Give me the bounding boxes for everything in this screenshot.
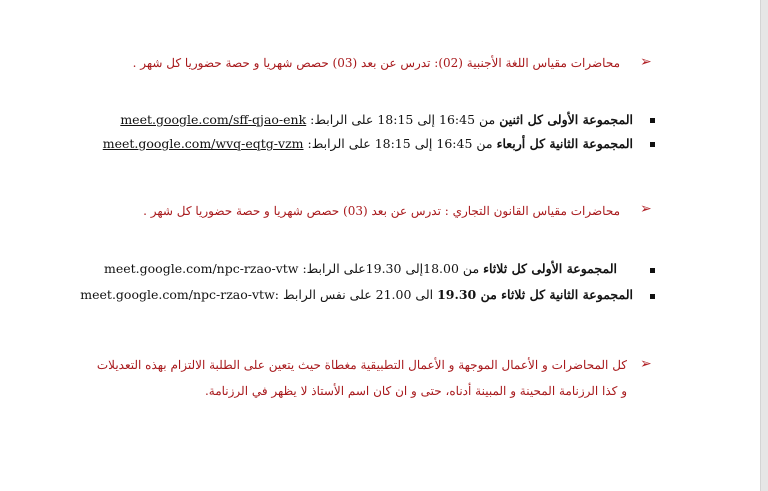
note-line-1: كل المحاضرات و الأعمال الموجهة و الأعمال التطبيقية مغطاة حيث يتعين على الطلبة الالتزام بهذه التعديلات <box>96 358 627 372</box>
list-item <box>80 287 633 302</box>
list-item <box>120 112 633 127</box>
group-time: من 16:45 إلى 18:15 على الرابط: <box>310 112 496 127</box>
group-label: المجموعة الأولى كل ثلاثاء <box>483 261 617 276</box>
meet-link[interactable]: meet.google.com/sff-qjao-enk <box>120 112 307 127</box>
arrow-bullet-icon: ➢ <box>640 356 652 372</box>
section1-heading: محاضرات مقياس اللغة الأجنبية (02): تدرس عن بعد (03) حصص شهريا و حصة حضوريا كل شهر . <box>132 56 620 70</box>
page-edge <box>760 0 768 491</box>
meet-link[interactable]: meet.google.com/npc-rzao-vtw <box>104 261 299 276</box>
list-item <box>103 136 633 151</box>
section2-heading: محاضرات مقياس القانون التجاري : تدرس عن بعد (03) حصص شهريا و حصة حضوريا كل شهر . <box>143 204 620 218</box>
group-label: المجموعة الثانية كل أربعاء <box>496 136 633 151</box>
group-label: المجموعة الأولى كل اثنين <box>499 112 633 127</box>
meet-link[interactable]: meet.google.com/wvq-eqtg-vzm <box>102 136 304 151</box>
square-bullet-icon <box>650 294 655 299</box>
meet-link[interactable]: meet.google.com/npc-rzao-vtw: <box>80 287 279 302</box>
square-bullet-icon <box>650 118 655 123</box>
square-bullet-icon <box>650 268 655 273</box>
group-label: المجموعة الثانية كل ثلاثاء من 19.30 <box>437 287 633 302</box>
group-time: الى 21.00 على نفس الرابط <box>282 287 434 302</box>
list-item <box>104 261 617 276</box>
group-time: من 16:45 إلى 18:15 على الرابط: <box>307 136 493 151</box>
arrow-bullet-icon: ➢ <box>640 201 652 217</box>
arrow-bullet-icon: ➢ <box>640 54 652 70</box>
group-time: من 18.00إلى 19.30على الرابط: <box>302 261 480 276</box>
square-bullet-icon <box>650 142 655 147</box>
note-line-2: و كذا الرزنامة المحينة و المبينة أدناه، حتى و ان كان اسم الأستاذ لا يظهر في الرزنامة. <box>204 384 627 398</box>
